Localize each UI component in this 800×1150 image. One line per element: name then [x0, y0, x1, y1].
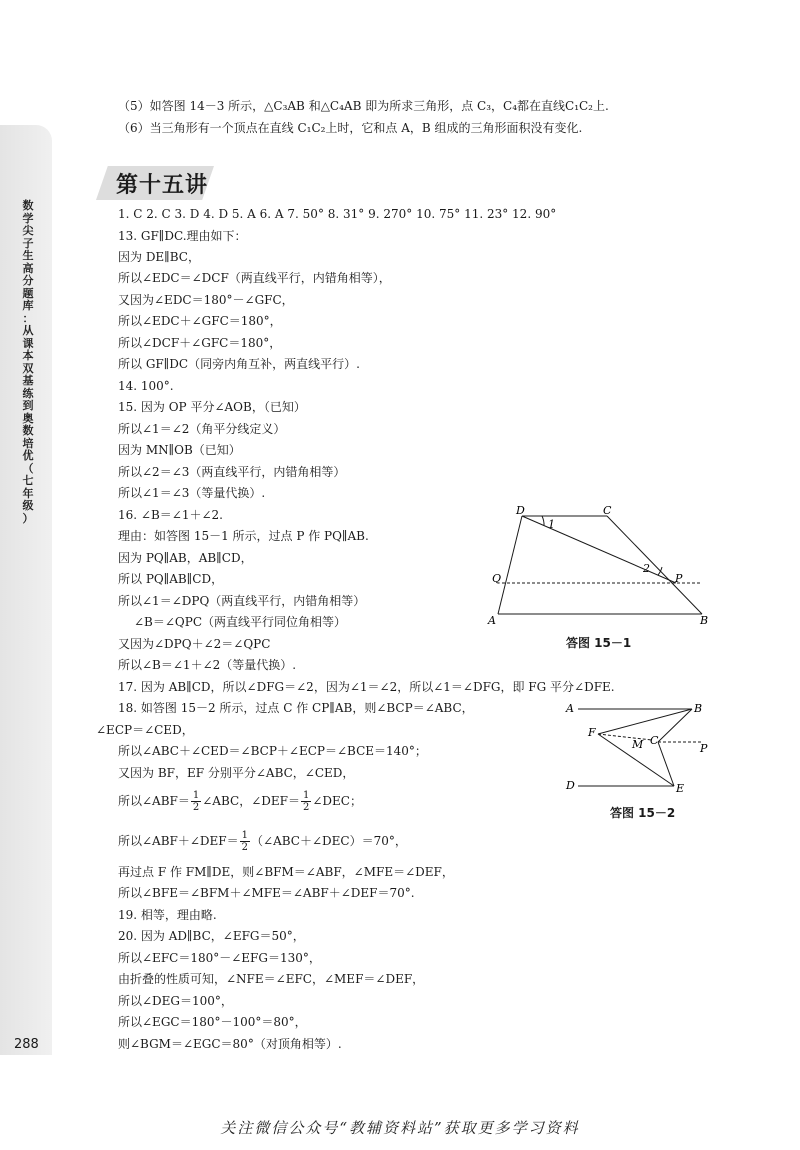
- side-title-glyph: 奥: [22, 411, 34, 425]
- figure-caption: 答图 15－1: [566, 636, 632, 650]
- fig2-label: F: [588, 726, 596, 739]
- fraction-line: 所以∠ABF＝ $\frac{1}{2}$ ∠ABC，∠DEF＝ $\frac{1}{2}$ ∠DEC；: [118, 790, 362, 813]
- side-title-glyph: 尖: [22, 224, 34, 237]
- side-title-glyph: 课: [22, 336, 34, 350]
- side-title-glyph: 高: [22, 261, 34, 275]
- side-title-glyph: 子: [22, 236, 34, 250]
- fig1-label: A: [488, 614, 496, 627]
- side-title-glyph: 学: [22, 211, 34, 225]
- prev-line: （5）如答图 14－3 所示，△C₃AB 和△C₄AB 即为所求三角形，点 C₃，C₄都在直线C₁C₂上.: [118, 99, 609, 113]
- answer-line: 所以∠ABC＋∠CED＝∠BCP＋∠ECP＝∠BCE＝140°；: [118, 744, 427, 758]
- side-title-glyph: 从: [22, 324, 34, 337]
- answer-line: 15. 因为 OP 平分∠AOB，（已知）: [118, 400, 306, 414]
- side-title-glyph: （: [22, 461, 34, 475]
- footer-note: 关注微信公众号“教辅资料站”获取更多学习资料: [220, 1119, 580, 1137]
- side-title-glyph: 分: [22, 274, 34, 287]
- answer-line: 所以∠DEG＝100°，: [118, 994, 233, 1008]
- answer-line: 所以∠DCF＋∠GFC＝180°，: [118, 336, 282, 350]
- side-title-glyph: 练: [22, 386, 34, 400]
- answer-line: 所以∠EFC＝180°－∠EFG＝130°，: [118, 951, 321, 965]
- answer-line: 理由：如答图 15－1 所示，过点 P 作 PQ∥AB.: [118, 529, 369, 543]
- fig1-label: C: [603, 504, 612, 517]
- answer-line: 所以 PQ∥AB∥CD，: [118, 572, 224, 586]
- book-title-vertical: [18, 200, 38, 525]
- side-title-glyph: 生: [22, 249, 34, 262]
- side-title-glyph: 双: [22, 361, 34, 375]
- answer-line: ∠ECP＝∠CED，: [96, 723, 194, 737]
- side-title-glyph: ：: [22, 311, 34, 325]
- answer-line: 所以∠1＝∠2（角平分线定义）: [118, 422, 286, 436]
- side-title-glyph: 数: [22, 199, 34, 212]
- side-title-glyph: 七: [22, 474, 34, 487]
- side-title-glyph: 级: [22, 499, 34, 512]
- fig1-label: 1: [548, 518, 555, 531]
- answer-line: 20. 因为 AD∥BC，∠EFG＝50°，: [118, 929, 305, 943]
- side-title-glyph: 优: [22, 449, 34, 462]
- answer-line: 14. 100°.: [118, 379, 174, 393]
- figure-15-1: [484, 504, 714, 629]
- answer-line: 19. 相等，理由略.: [118, 908, 217, 922]
- answer-line: 13. GF∥DC.理由如下：: [118, 229, 247, 243]
- answer-line: 1. C 2. C 3. D 4. D 5. A 6. A 7. 50° 8. 31° 9. 270° 10. 75° 11. 23° 12. 90°: [118, 207, 557, 221]
- answer-line: 因为 PQ∥AB，AB∥CD，: [118, 551, 253, 565]
- answer-line: 所以∠1＝∠DPQ（两直线平行，内错角相等）: [118, 594, 366, 608]
- fig1-label: Q: [492, 572, 502, 585]
- answer-line: 因为 MN∥OB（已知）: [118, 443, 241, 457]
- answer-line: 又因为∠DPQ＋∠2＝∠QPC: [118, 637, 271, 651]
- answer-line: 所以 GF∥DC（同旁内角互补，两直线平行）.: [118, 357, 360, 371]
- answer-line: 所以∠1＝∠3（等量代换）.: [118, 486, 266, 500]
- answer-line: 再过点 F 作 FM∥DE，则∠BFM＝∠ABF，∠MFE＝∠DEF，: [118, 865, 454, 879]
- fig1-label: D: [516, 504, 525, 517]
- fig2-label: P: [700, 742, 708, 755]
- answer-line: 所以∠EDC＋∠GFC＝180°，: [118, 314, 282, 328]
- answer-line: 所以∠B＝∠1＋∠2（等量代换）.: [118, 658, 297, 672]
- answer-line: 因为 DE∥BC，: [118, 250, 200, 264]
- answer-line: 所以∠BFE＝∠BFM＋∠MFE＝∠ABF＋∠DEF＝70°.: [118, 886, 415, 900]
- side-title-glyph: 库: [22, 299, 34, 312]
- answer-line: 所以∠EDC＝∠DCF（两直线平行，内错角相等），: [118, 271, 391, 285]
- figure-caption: 答图 15－2: [610, 806, 676, 820]
- answer-line: 则∠BGM＝∠EGC＝80°（对顶角相等）.: [118, 1037, 342, 1051]
- fig2-label: M: [632, 738, 644, 751]
- section-title: 第十五讲: [116, 173, 209, 198]
- fig2-label: D: [566, 779, 575, 792]
- side-title-glyph: 年: [22, 486, 34, 500]
- prev-line: （6）当三角形有一个顶点在直线 C₁C₂上时，它和点 A，B 组成的三角形面积没有变化.: [118, 121, 583, 135]
- fig1-label: P: [675, 572, 683, 585]
- answer-line: 又因为 BF，EF 分别平分∠ABC，∠CED，: [118, 766, 355, 780]
- fig2-label: B: [694, 702, 703, 715]
- fig2-label: C: [650, 734, 659, 747]
- answer-line: 18. 如答图 15－2 所示，过点 C 作 CP∥AB，则∠BCP＝∠ABC，: [118, 701, 474, 715]
- answer-line: 16. ∠B＝∠1＋∠2.: [118, 508, 223, 522]
- page-number: 288: [14, 1037, 39, 1052]
- side-title-glyph: ）: [22, 511, 34, 525]
- fig2-label: A: [566, 702, 574, 715]
- answer-line: 所以∠EGC＝180°－100°＝80°，: [118, 1015, 307, 1029]
- fig1-label: B: [700, 614, 709, 627]
- side-title-glyph: 题: [22, 286, 34, 300]
- side-title-glyph: 本: [22, 349, 34, 362]
- side-title-glyph: 到: [22, 399, 34, 412]
- side-title-glyph: 基: [22, 374, 34, 387]
- side-title-glyph: 培: [22, 436, 34, 450]
- answer-line: 所以∠2＝∠3（两直线平行，内错角相等）: [118, 465, 346, 479]
- fig1-label: 2: [643, 562, 650, 575]
- answer-line: ∠B＝∠QPC（两直线平行同位角相等）: [134, 615, 347, 629]
- answer-line: 17. 因为 AB∥CD，所以∠DFG＝∠2，因为∠1＝∠2，所以∠1＝∠DFG，即 FG 平分∠DFE.: [118, 680, 615, 694]
- answer-line: 由折叠的性质可知，∠NFE＝∠EFC，∠MEF＝∠DEF，: [118, 972, 425, 986]
- answer-line: 又因为∠EDC＝180°－∠GFC，: [118, 293, 294, 307]
- figure-15-2: [562, 698, 722, 798]
- fig2-label: E: [676, 782, 685, 795]
- side-title-glyph: 数: [22, 424, 34, 437]
- fraction-line: 所以∠ABF＋∠DEF＝ $\frac{1}{2}$ （∠ABC＋∠DEC）＝70°，: [118, 830, 407, 853]
